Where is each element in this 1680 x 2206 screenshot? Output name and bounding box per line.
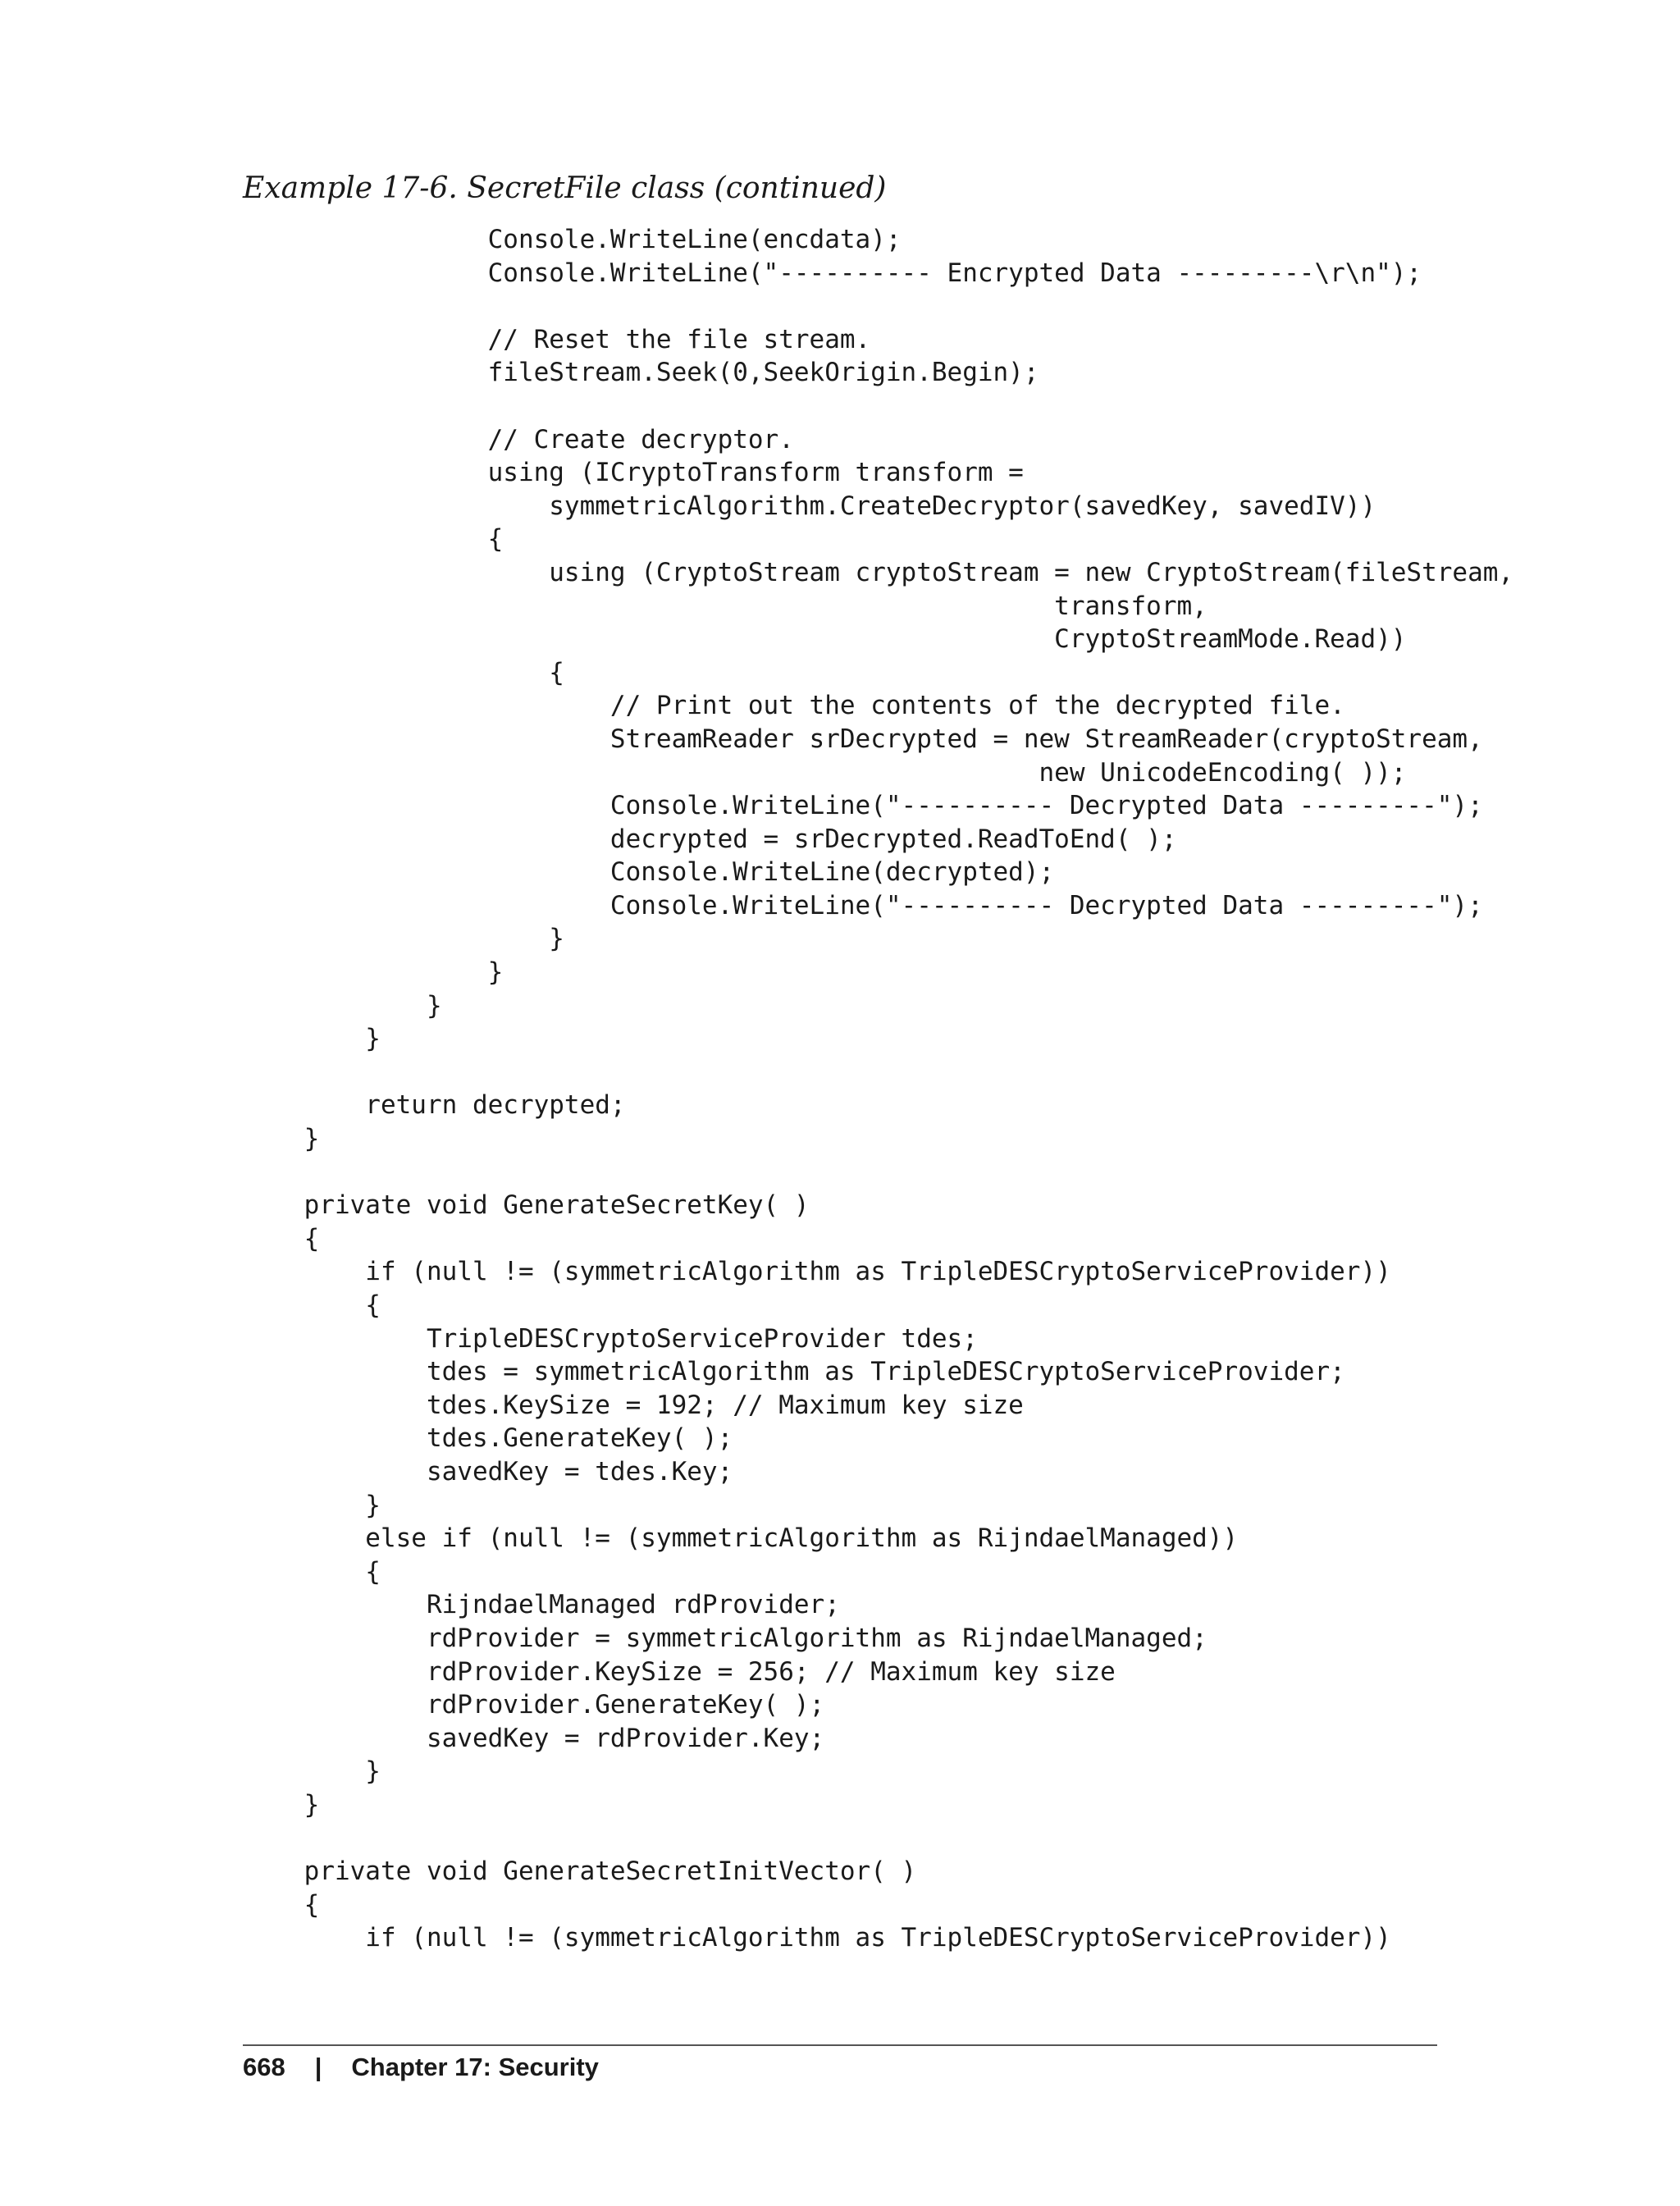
code-line: tdes.KeySize = 192; // Maximum key size: [243, 1390, 1024, 1420]
code-line: fileStream.Seek(0,SeekOrigin.Begin);: [243, 358, 1039, 388]
code-line: tdes.GenerateKey( );: [243, 1423, 733, 1454]
code-line: }: [243, 924, 564, 954]
code-line: [243, 290, 1513, 323]
page-number: 668: [243, 2053, 285, 2081]
code-line: rdProvider.GenerateKey( );: [243, 1690, 825, 1720]
code-line: new UnicodeEncoding( ));: [243, 757, 1407, 788]
code-line: {: [243, 1556, 381, 1587]
code-line: using (ICryptoTransform transform =: [243, 458, 1024, 488]
code-line: [243, 1056, 1513, 1089]
code-line: TripleDESCryptoServiceProvider tdes;: [243, 1323, 978, 1354]
code-line: }: [243, 1024, 381, 1054]
page-footer: [243, 2051, 599, 2084]
code-line: private void GenerateSecretKey( ): [243, 1190, 810, 1221]
code-line: }: [243, 1490, 381, 1520]
code-line: if (null != (symmetricAlgorithm as TripleDESCryptoServiceProvider)): [243, 1257, 1391, 1287]
code-line: // Print out the contents of the decrypted file.: [243, 691, 1345, 721]
code-line: private void GenerateSecretInitVector( ): [243, 1857, 917, 1887]
code-line: Console.WriteLine("---------- Decrypted Data ---------");: [243, 890, 1483, 920]
code-line: [243, 1822, 1513, 1856]
code-line: tdes = symmetricAlgorithm as TripleDESCryptoServiceProvider;: [243, 1357, 1345, 1387]
code-line: // Reset the file stream.: [243, 324, 871, 354]
code-line: savedKey = tdes.Key;: [243, 1456, 733, 1487]
code-line: }: [243, 990, 442, 1021]
code-line: Console.WriteLine(encdata);: [243, 225, 902, 254]
code-line: {: [243, 1889, 320, 1920]
code-listing: [243, 223, 1513, 1955]
code-line: savedKey = rdProvider.Key;: [243, 1723, 825, 1753]
code-line: }: [243, 1756, 381, 1787]
code-line: }: [243, 957, 504, 988]
footer-rule: [243, 2044, 1437, 2046]
code-line: [243, 390, 1513, 423]
footer-separator: |: [314, 2053, 322, 2081]
code-line: Console.WriteLine("---------- Encrypted Data ---------\r\n");: [243, 258, 1422, 288]
code-line: // Create decryptor.: [243, 424, 794, 454]
code-line: }: [243, 1789, 320, 1820]
code-line: Console.WriteLine("---------- Decrypted Data ---------");: [243, 791, 1483, 821]
code-line: rdProvider.KeySize = 256; // Maximum key size: [243, 1656, 1116, 1687]
code-line: }: [243, 1124, 320, 1154]
code-line: transform,: [243, 591, 1208, 621]
code-line: decrypted = srDecrypted.ReadToEnd( );: [243, 824, 1177, 854]
code-line: {: [243, 657, 564, 687]
code-line: if (null != (symmetricAlgorithm as TripleDESCryptoServiceProvider)): [243, 1923, 1391, 1953]
code-line: return decrypted;: [243, 1090, 626, 1121]
code-line: {: [243, 1290, 381, 1320]
code-line: symmetricAlgorithm.CreateDecryptor(savedKey, savedIV)): [243, 491, 1376, 521]
code-line: rdProvider = symmetricAlgorithm as RijndaelManaged;: [243, 1623, 1208, 1653]
chapter-title: Chapter 17: Security: [351, 2053, 599, 2081]
code-line: Console.WriteLine(decrypted);: [243, 857, 1055, 888]
code-line: StreamReader srDecrypted = new StreamReader(cryptoStream,: [243, 724, 1483, 754]
code-line: CryptoStreamMode.Read)): [243, 624, 1407, 655]
example-caption: Example 17-6. SecretFile class (continued): [243, 171, 887, 205]
code-line: {: [243, 524, 504, 555]
code-line: using (CryptoStream cryptoStream = new CryptoStream(fileStream,: [243, 557, 1514, 587]
code-line: else if (null != (symmetricAlgorithm as RijndaelManaged)): [243, 1523, 1239, 1554]
code-line: {: [243, 1223, 320, 1254]
code-line: RijndaelManaged rdProvider;: [243, 1590, 840, 1620]
code-line: [243, 1156, 1513, 1190]
